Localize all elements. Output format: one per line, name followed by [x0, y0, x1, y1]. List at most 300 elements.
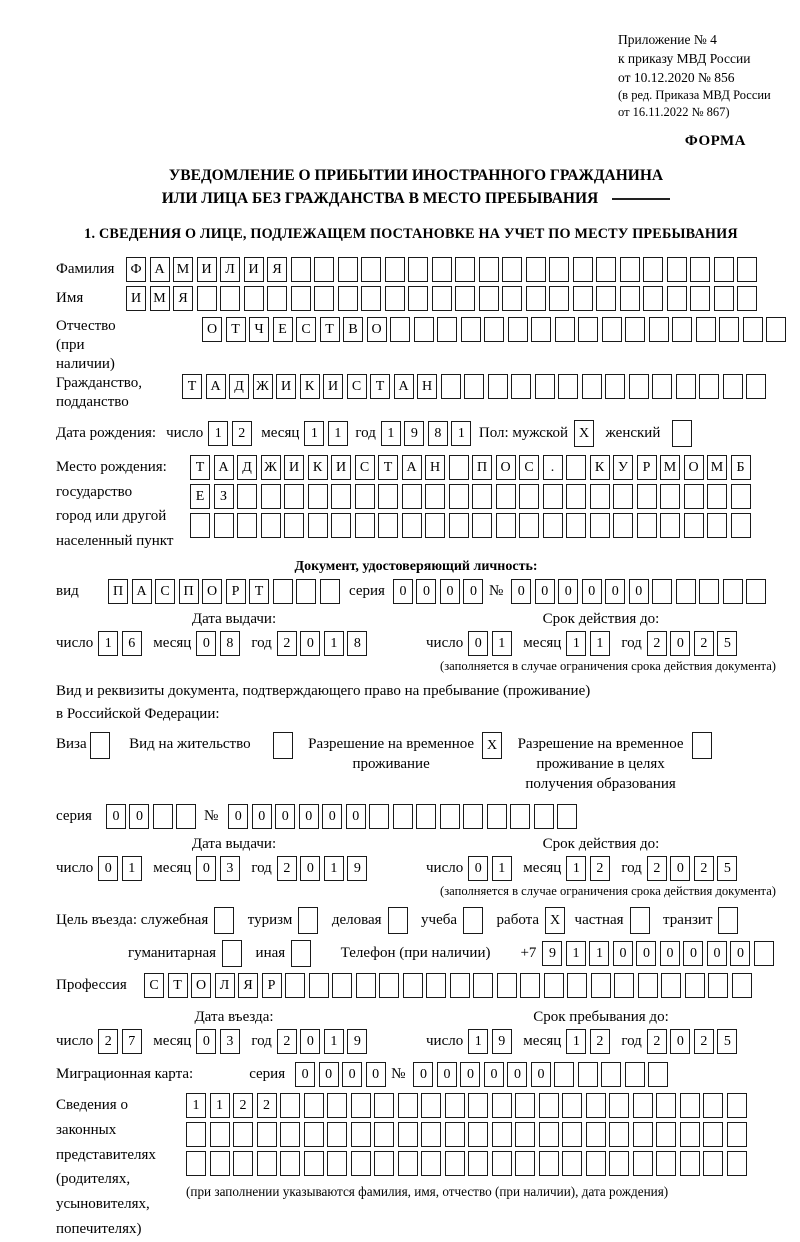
char-cell[interactable] [562, 1151, 582, 1176]
char-cell[interactable]: А [150, 257, 170, 282]
char-cell[interactable]: 0 [440, 579, 460, 604]
char-cell[interactable]: 2 [277, 856, 297, 881]
char-cell[interactable]: 1 [324, 1029, 344, 1054]
char-cell[interactable] [273, 579, 293, 604]
char-cell[interactable]: Л [220, 257, 240, 282]
char-cell[interactable] [492, 1122, 512, 1147]
char-cell[interactable] [479, 257, 499, 282]
char-cell[interactable] [714, 286, 734, 311]
char-cell[interactable] [614, 973, 634, 998]
char-cell[interactable]: 0 [582, 579, 602, 604]
char-cell[interactable] [684, 513, 704, 538]
char-cell[interactable]: 1 [324, 856, 344, 881]
temp-residence-checkbox[interactable] [482, 732, 506, 759]
char-cell[interactable] [515, 1093, 535, 1118]
char-cell[interactable]: 1 [566, 941, 586, 966]
char-cell[interactable] [331, 484, 351, 509]
char-cell[interactable] [652, 374, 672, 399]
char-cell[interactable]: 9 [404, 421, 424, 446]
char-cell[interactable] [676, 374, 696, 399]
char-cell[interactable]: 0 [535, 579, 555, 604]
char-cell[interactable] [727, 1151, 747, 1176]
char-cell[interactable] [620, 257, 640, 282]
char-cell[interactable] [660, 513, 680, 538]
purpose-tourism-checkbox[interactable] [298, 907, 322, 934]
char-cell[interactable] [472, 484, 492, 509]
char-cell[interactable] [308, 484, 328, 509]
char-cell[interactable] [566, 455, 586, 480]
char-cell[interactable] [633, 1122, 653, 1147]
char-cell[interactable] [280, 1151, 300, 1176]
char-cell[interactable] [708, 973, 728, 998]
char-cell[interactable] [699, 374, 719, 399]
char-cell[interactable] [398, 1122, 418, 1147]
char-cell[interactable]: Б [731, 455, 751, 480]
char-cell[interactable]: М [173, 257, 193, 282]
char-cell[interactable]: 0 [463, 579, 483, 604]
char-cell[interactable] [766, 317, 786, 342]
char-cell[interactable] [285, 973, 305, 998]
char-cell[interactable] [267, 286, 287, 311]
char-cell[interactable] [153, 804, 173, 829]
char-cell[interactable]: Т [168, 973, 188, 998]
char-cell[interactable] [680, 1093, 700, 1118]
char-cell[interactable]: А [394, 374, 414, 399]
char-cell[interactable] [374, 1093, 394, 1118]
char-cell[interactable] [369, 804, 389, 829]
char-cell[interactable] [515, 1151, 535, 1176]
char-cell[interactable] [690, 286, 710, 311]
purpose-transit-checkbox[interactable] [718, 907, 742, 934]
char-cell[interactable] [210, 1151, 230, 1176]
char-cell[interactable]: 2 [590, 856, 610, 881]
visa-checkbox[interactable] [90, 732, 114, 759]
char-cell[interactable] [543, 484, 563, 509]
char-cell[interactable] [613, 484, 633, 509]
phone-cells[interactable] [542, 941, 777, 966]
char-cell[interactable]: 0 [558, 579, 578, 604]
char-cell[interactable] [351, 1151, 371, 1176]
char-cell[interactable]: 1 [324, 631, 344, 656]
char-cell[interactable] [291, 257, 311, 282]
char-cell[interactable]: 1 [451, 421, 471, 446]
char-cell[interactable]: 9 [347, 856, 367, 881]
char-cell[interactable]: Р [637, 455, 657, 480]
char-cell[interactable] [519, 513, 539, 538]
char-cell[interactable] [327, 1093, 347, 1118]
char-cell[interactable] [304, 1122, 324, 1147]
char-cell[interactable] [414, 317, 434, 342]
char-cell[interactable] [479, 286, 499, 311]
char-cell[interactable] [543, 513, 563, 538]
char-cell[interactable]: Я [267, 257, 287, 282]
char-cell[interactable] [356, 973, 376, 998]
char-cell[interactable] [510, 804, 530, 829]
char-cell[interactable]: 0 [670, 1029, 690, 1054]
char-cell[interactable] [327, 1151, 347, 1176]
char-cell[interactable] [684, 484, 704, 509]
char-cell[interactable] [237, 484, 257, 509]
char-cell[interactable]: 1 [98, 631, 118, 656]
char-cell[interactable]: 2 [257, 1093, 277, 1118]
char-cell[interactable] [338, 286, 358, 311]
char-cell[interactable]: 0 [683, 941, 703, 966]
char-cell[interactable] [723, 579, 743, 604]
char-cell[interactable]: 0 [670, 856, 690, 881]
char-cell[interactable] [539, 1151, 559, 1176]
char-cell[interactable]: 1 [492, 631, 512, 656]
char-cell[interactable]: С [347, 374, 367, 399]
char-cell[interactable]: 2 [98, 1029, 118, 1054]
char-cell[interactable]: 2 [647, 631, 667, 656]
char-cell[interactable] [549, 257, 569, 282]
char-cell[interactable] [696, 317, 716, 342]
char-cell[interactable] [637, 513, 657, 538]
char-cell[interactable]: 0 [299, 804, 319, 829]
char-cell[interactable] [190, 513, 210, 538]
char-cell[interactable] [416, 804, 436, 829]
char-cell[interactable]: Т [320, 317, 340, 342]
char-cell[interactable] [432, 257, 452, 282]
char-cell[interactable]: М [707, 455, 727, 480]
char-cell[interactable] [186, 1151, 206, 1176]
char-cell[interactable]: 0 [300, 856, 320, 881]
char-cell[interactable] [731, 484, 751, 509]
char-cell[interactable] [661, 973, 681, 998]
char-cell[interactable] [680, 1122, 700, 1147]
char-cell[interactable]: К [308, 455, 328, 480]
char-cell[interactable] [609, 1093, 629, 1118]
char-cell[interactable]: С [155, 579, 175, 604]
char-cell[interactable] [554, 1062, 574, 1087]
char-cell[interactable] [727, 1093, 747, 1118]
char-cell[interactable] [526, 286, 546, 311]
char-cell[interactable]: 1 [210, 1093, 230, 1118]
char-cell[interactable]: 0 [393, 579, 413, 604]
char-cell[interactable] [754, 941, 774, 966]
char-cell[interactable] [393, 804, 413, 829]
char-cell[interactable] [463, 907, 483, 934]
char-cell[interactable] [463, 804, 483, 829]
char-cell[interactable] [534, 804, 554, 829]
char-cell[interactable] [261, 484, 281, 509]
sex-female-checkbox[interactable] [672, 420, 696, 447]
char-cell[interactable] [402, 484, 422, 509]
purpose-other-checkbox[interactable] [291, 940, 315, 967]
char-cell[interactable] [515, 1122, 535, 1147]
char-cell[interactable] [582, 374, 602, 399]
char-cell[interactable] [441, 374, 461, 399]
char-cell[interactable] [403, 973, 423, 998]
char-cell[interactable] [186, 1122, 206, 1147]
char-cell[interactable] [573, 286, 593, 311]
char-cell[interactable] [609, 1122, 629, 1147]
purpose-business-checkbox[interactable] [388, 907, 412, 934]
char-cell[interactable]: И [331, 455, 351, 480]
char-cell[interactable] [355, 484, 375, 509]
char-cell[interactable] [408, 257, 428, 282]
char-cell[interactable]: 9 [492, 1029, 512, 1054]
char-cell[interactable] [591, 973, 611, 998]
char-cell[interactable]: И [276, 374, 296, 399]
char-cell[interactable] [455, 286, 475, 311]
char-cell[interactable]: О [684, 455, 704, 480]
char-cell[interactable]: 0 [196, 631, 216, 656]
char-cell[interactable] [449, 484, 469, 509]
char-cell[interactable]: 0 [468, 631, 488, 656]
char-cell[interactable] [291, 940, 311, 967]
char-cell[interactable]: 2 [590, 1029, 610, 1054]
char-cell[interactable]: 1 [304, 421, 324, 446]
char-cell[interactable] [648, 1062, 668, 1087]
char-cell[interactable]: И [284, 455, 304, 480]
char-cell[interactable]: Я [238, 973, 258, 998]
char-cell[interactable]: 2 [694, 631, 714, 656]
char-cell[interactable] [320, 579, 340, 604]
char-cell[interactable]: 0 [468, 856, 488, 881]
char-cell[interactable] [488, 374, 508, 399]
char-cell[interactable] [331, 513, 351, 538]
char-cell[interactable] [445, 1151, 465, 1176]
purpose-humanitarian-checkbox[interactable] [222, 940, 246, 967]
char-cell[interactable]: С [519, 455, 539, 480]
char-cell[interactable]: А [206, 374, 226, 399]
char-cell[interactable] [296, 579, 316, 604]
char-cell[interactable] [291, 286, 311, 311]
char-cell[interactable]: Ж [261, 455, 281, 480]
char-cell[interactable]: 0 [707, 941, 727, 966]
char-cell[interactable]: 1 [589, 941, 609, 966]
char-cell[interactable]: 0 [437, 1062, 457, 1087]
char-cell[interactable]: Я [173, 286, 193, 311]
char-cell[interactable]: 0 [196, 1029, 216, 1054]
char-cell[interactable] [284, 484, 304, 509]
char-cell[interactable] [719, 317, 739, 342]
char-cell[interactable]: 1 [566, 1029, 586, 1054]
char-cell[interactable]: А [214, 455, 234, 480]
char-cell[interactable]: 3 [220, 856, 240, 881]
char-cell[interactable]: 5 [717, 856, 737, 881]
char-cell[interactable] [327, 1122, 347, 1147]
char-cell[interactable]: 0 [346, 804, 366, 829]
char-cell[interactable]: Р [226, 579, 246, 604]
purpose-official-checkbox[interactable] [214, 907, 238, 934]
char-cell[interactable]: 1 [381, 421, 401, 446]
char-cell[interactable] [237, 513, 257, 538]
char-cell[interactable]: 0 [670, 631, 690, 656]
char-cell[interactable] [539, 1122, 559, 1147]
char-cell[interactable]: Т [226, 317, 246, 342]
char-cell[interactable] [304, 1093, 324, 1118]
char-cell[interactable]: А [132, 579, 152, 604]
char-cell[interactable] [385, 257, 405, 282]
char-cell[interactable] [492, 1151, 512, 1176]
char-cell[interactable]: 0 [413, 1062, 433, 1087]
char-cell[interactable]: 2 [233, 1093, 253, 1118]
char-cell[interactable]: 0 [416, 579, 436, 604]
char-cell[interactable]: Т [378, 455, 398, 480]
char-cell[interactable]: О [202, 579, 222, 604]
char-cell[interactable] [727, 1122, 747, 1147]
char-cell[interactable]: 0 [730, 941, 750, 966]
char-cell[interactable] [526, 257, 546, 282]
char-cell[interactable]: 1 [566, 856, 586, 881]
char-cell[interactable] [484, 317, 504, 342]
char-cell[interactable] [464, 374, 484, 399]
char-cell[interactable] [596, 257, 616, 282]
char-cell[interactable]: 0 [196, 856, 216, 881]
char-cell[interactable]: 0 [319, 1062, 339, 1087]
char-cell[interactable] [586, 1093, 606, 1118]
char-cell[interactable] [338, 257, 358, 282]
char-cell[interactable]: Т [370, 374, 390, 399]
char-cell[interactable] [210, 1122, 230, 1147]
char-cell[interactable] [450, 973, 470, 998]
char-cell[interactable] [374, 1122, 394, 1147]
char-cell[interactable] [378, 484, 398, 509]
char-cell[interactable]: 9 [542, 941, 562, 966]
char-cell[interactable] [421, 1122, 441, 1147]
char-cell[interactable] [314, 286, 334, 311]
char-cell[interactable]: И [244, 257, 264, 282]
char-cell[interactable]: X [482, 732, 502, 759]
char-cell[interactable]: Д [229, 374, 249, 399]
char-cell[interactable]: П [472, 455, 492, 480]
char-cell[interactable] [220, 286, 240, 311]
char-cell[interactable] [629, 374, 649, 399]
char-cell[interactable] [633, 1093, 653, 1118]
char-cell[interactable] [361, 286, 381, 311]
char-cell[interactable] [332, 973, 352, 998]
char-cell[interactable]: С [144, 973, 164, 998]
char-cell[interactable] [355, 513, 375, 538]
char-cell[interactable]: Т [190, 455, 210, 480]
char-cell[interactable] [304, 1151, 324, 1176]
char-cell[interactable]: Е [190, 484, 210, 509]
char-cell[interactable] [703, 1122, 723, 1147]
char-cell[interactable] [692, 732, 712, 759]
purpose-private-checkbox[interactable] [630, 907, 654, 934]
char-cell[interactable] [502, 257, 522, 282]
char-cell[interactable] [351, 1093, 371, 1118]
char-cell[interactable]: Р [262, 973, 282, 998]
char-cell[interactable] [562, 1122, 582, 1147]
char-cell[interactable] [402, 513, 422, 538]
char-cell[interactable] [214, 907, 234, 934]
char-cell[interactable] [445, 1093, 465, 1118]
char-cell[interactable]: О [496, 455, 516, 480]
char-cell[interactable] [449, 455, 469, 480]
char-cell[interactable]: 7 [122, 1029, 142, 1054]
char-cell[interactable] [649, 317, 669, 342]
char-cell[interactable] [361, 257, 381, 282]
char-cell[interactable] [656, 1122, 676, 1147]
char-cell[interactable] [596, 286, 616, 311]
char-cell[interactable] [703, 1093, 723, 1118]
char-cell[interactable]: П [179, 579, 199, 604]
char-cell[interactable] [176, 804, 196, 829]
char-cell[interactable] [449, 513, 469, 538]
char-cell[interactable] [566, 513, 586, 538]
char-cell[interactable] [625, 1062, 645, 1087]
char-cell[interactable]: X [574, 420, 594, 447]
char-cell[interactable] [520, 973, 540, 998]
char-cell[interactable] [508, 317, 528, 342]
char-cell[interactable]: М [660, 455, 680, 480]
char-cell[interactable]: 2 [647, 856, 667, 881]
char-cell[interactable]: С [296, 317, 316, 342]
char-cell[interactable] [605, 374, 625, 399]
char-cell[interactable] [233, 1151, 253, 1176]
char-cell[interactable] [586, 1122, 606, 1147]
char-cell[interactable] [643, 257, 663, 282]
char-cell[interactable]: 1 [492, 856, 512, 881]
char-cell[interactable] [432, 286, 452, 311]
char-cell[interactable] [707, 513, 727, 538]
char-cell[interactable] [602, 317, 622, 342]
char-cell[interactable] [496, 484, 516, 509]
char-cell[interactable] [567, 973, 587, 998]
char-cell[interactable] [680, 1151, 700, 1176]
char-cell[interactable]: 2 [694, 1029, 714, 1054]
char-cell[interactable] [426, 973, 446, 998]
char-cell[interactable]: Ч [249, 317, 269, 342]
char-cell[interactable]: 1 [186, 1093, 206, 1118]
char-cell[interactable]: 0 [460, 1062, 480, 1087]
char-cell[interactable] [378, 513, 398, 538]
char-cell[interactable] [351, 1122, 371, 1147]
char-cell[interactable]: 0 [531, 1062, 551, 1087]
char-cell[interactable] [261, 513, 281, 538]
char-cell[interactable] [558, 374, 578, 399]
residence-permit-checkbox[interactable] [273, 732, 297, 759]
char-cell[interactable] [233, 1122, 253, 1147]
char-cell[interactable] [676, 579, 696, 604]
char-cell[interactable] [613, 513, 633, 538]
char-cell[interactable] [586, 1151, 606, 1176]
char-cell[interactable]: 2 [232, 421, 252, 446]
char-cell[interactable]: 3 [220, 1029, 240, 1054]
char-cell[interactable] [557, 804, 577, 829]
char-cell[interactable] [578, 317, 598, 342]
char-cell[interactable] [731, 513, 751, 538]
char-cell[interactable]: 2 [277, 1029, 297, 1054]
char-cell[interactable]: 0 [636, 941, 656, 966]
char-cell[interactable]: У [613, 455, 633, 480]
char-cell[interactable] [685, 973, 705, 998]
char-cell[interactable] [672, 317, 692, 342]
char-cell[interactable] [625, 317, 645, 342]
char-cell[interactable]: 8 [428, 421, 448, 446]
char-cell[interactable]: О [367, 317, 387, 342]
char-cell[interactable]: Е [273, 317, 293, 342]
char-cell[interactable]: 0 [275, 804, 295, 829]
char-cell[interactable] [590, 484, 610, 509]
char-cell[interactable] [656, 1151, 676, 1176]
char-cell[interactable]: И [126, 286, 146, 311]
char-cell[interactable] [222, 940, 242, 967]
char-cell[interactable]: 5 [717, 1029, 737, 1054]
char-cell[interactable] [746, 374, 766, 399]
char-cell[interactable]: 5 [717, 631, 737, 656]
char-cell[interactable]: О [202, 317, 222, 342]
char-cell[interactable] [408, 286, 428, 311]
char-cell[interactable]: 2 [277, 631, 297, 656]
char-cell[interactable] [620, 286, 640, 311]
char-cell[interactable]: 1 [590, 631, 610, 656]
char-cell[interactable]: К [590, 455, 610, 480]
char-cell[interactable] [214, 513, 234, 538]
